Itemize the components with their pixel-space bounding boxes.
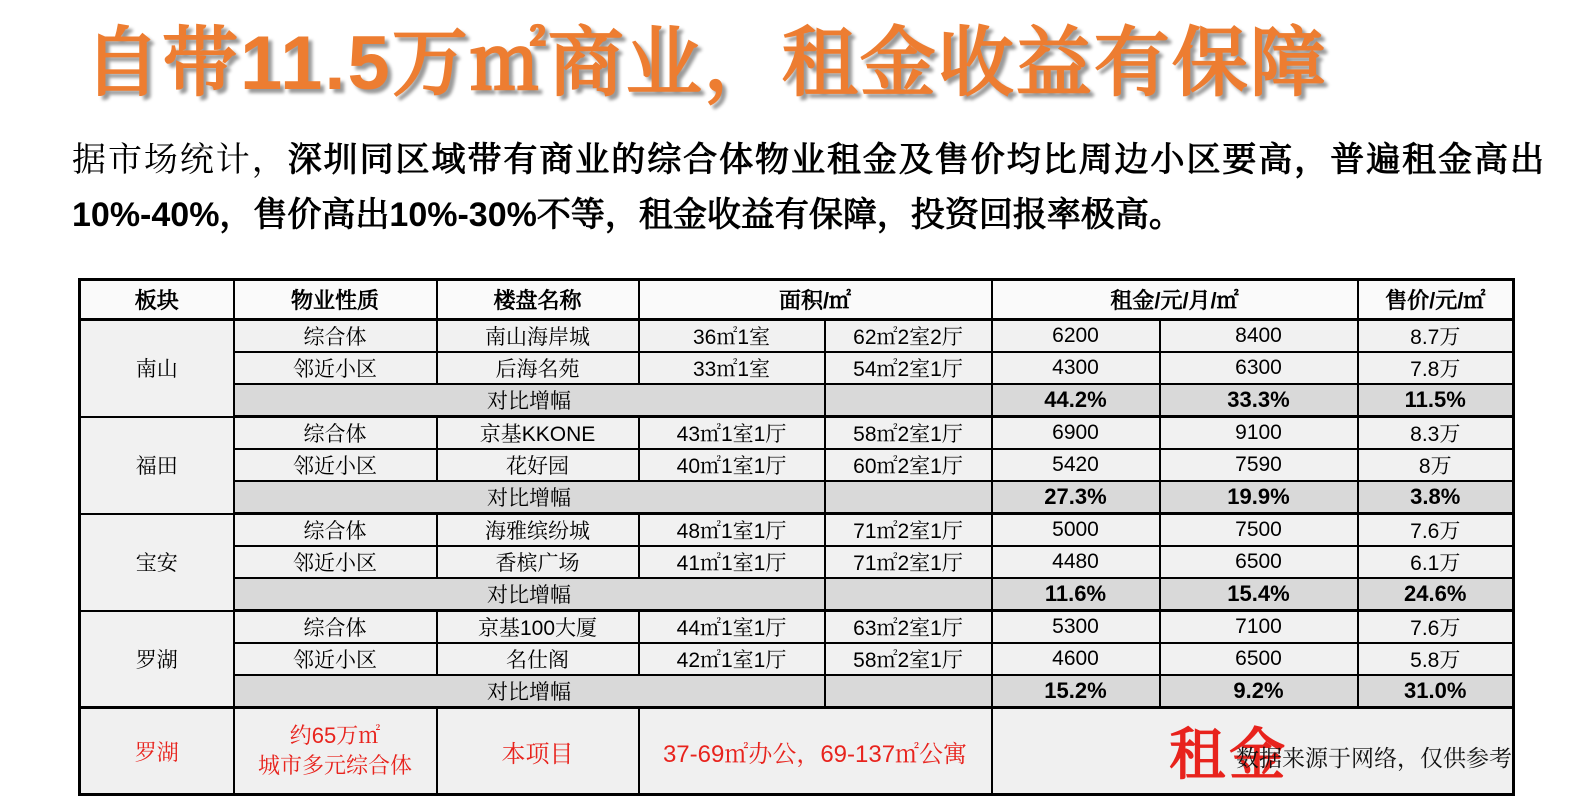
col-header-area: 面积/㎡: [639, 280, 992, 320]
property-type-cell: 邻近小区: [234, 643, 437, 675]
price-cell: 5.8万: [1358, 643, 1514, 675]
area-small-cell: 42㎡1室1厅: [639, 643, 825, 675]
rent-small-cell: 5000: [992, 514, 1160, 547]
property-type-cell: 综合体: [234, 611, 437, 644]
rent-small-cell: 4300: [992, 352, 1160, 384]
table-row-futian-complex: [80, 417, 1514, 450]
rent-large-cell: 7590: [1160, 449, 1358, 481]
area-large-cell: 62㎡2室2厅: [825, 320, 992, 353]
delta-label-cell: 对比增幅: [234, 578, 825, 611]
delta-label-cell: 对比增幅: [234, 675, 825, 708]
district-cell: 南山: [80, 320, 234, 417]
delta-rent-small-cell: 15.2%: [992, 675, 1160, 708]
area-small-cell: 43㎡1室1厅: [639, 417, 825, 450]
project-type-line1: 约65万㎡: [289, 723, 381, 749]
building-name-cell: 京基KKONE: [437, 417, 639, 450]
building-name-cell: 后海名苑: [437, 352, 639, 384]
delta-rent-large-cell: 33.3%: [1160, 384, 1358, 417]
area-large-cell: 58㎡2室1厅: [825, 643, 992, 675]
rent-large-cell: 8400: [1160, 320, 1358, 353]
table-row-nanshan-delta: [80, 384, 1514, 417]
delta-label-cell: 对比增幅: [234, 384, 825, 417]
building-name-cell: 京基100大厦: [437, 611, 639, 644]
delta-rent-small-cell: 27.3%: [992, 481, 1160, 514]
project-area-cell: 37-69㎡办公，69-137㎡公寓: [639, 708, 992, 795]
delta-label-cell: 对比增幅: [234, 481, 825, 514]
delta-empty-cell: [825, 481, 992, 514]
delta-rent-large-cell: 15.4%: [1160, 578, 1358, 611]
col-header-building-name: 楼盘名称: [437, 280, 639, 320]
price-cell: 7.8万: [1358, 352, 1514, 384]
table-row-nanshan-nearby: [80, 352, 1514, 384]
project-district-cell: 罗湖: [80, 708, 234, 795]
district-cell: 罗湖: [80, 611, 234, 708]
property-type-cell: 邻近小区: [234, 546, 437, 578]
col-header-property-type: 物业性质: [234, 280, 437, 320]
price-cell: 8万: [1358, 449, 1514, 481]
price-cell: 7.6万: [1358, 514, 1514, 547]
area-small-cell: 41㎡1室1厅: [639, 546, 825, 578]
table-row-baoan-complex: [80, 514, 1514, 547]
property-type-cell: 综合体: [234, 514, 437, 547]
delta-price-cell: 11.5%: [1358, 384, 1514, 417]
area-large-cell: 63㎡2室1厅: [825, 611, 992, 644]
rent-large-cell: 7500: [1160, 514, 1358, 547]
building-name-cell: 海雅缤纷城: [437, 514, 639, 547]
rent-large-cell: 7100: [1160, 611, 1358, 644]
delta-rent-small-cell: 44.2%: [992, 384, 1160, 417]
price-cell: 6.1万: [1358, 546, 1514, 578]
project-name-cell: 本项目: [437, 708, 639, 795]
table-row-baoan-delta: [80, 578, 1514, 611]
rent-large-cell: 6500: [1160, 643, 1358, 675]
area-large-cell: 71㎡2室1厅: [825, 514, 992, 547]
area-large-cell: 58㎡2室1厅: [825, 417, 992, 450]
rent-up-label: 租金: [1169, 723, 1290, 786]
delta-empty-cell: [825, 384, 992, 417]
intro-bold-text: 深圳同区域带有商业的综合体物业租金及售价均比周边小区要高，普遍租金高出10%-40%，售价高出10%-30%不等，租金收益有保障，投资回报率极高。: [72, 141, 1545, 235]
delta-rent-small-cell: 11.6%: [992, 578, 1160, 611]
property-type-cell: 综合体: [234, 320, 437, 353]
rent-small-cell: 4600: [992, 643, 1160, 675]
rent-small-cell: 5300: [992, 611, 1160, 644]
area-large-cell: 71㎡2室1厅: [825, 546, 992, 578]
table-row-futian-nearby: [80, 449, 1514, 481]
area-small-cell: 48㎡1室1厅: [639, 514, 825, 547]
col-header-district: 板块: [80, 280, 234, 320]
table-header-row: [80, 280, 1514, 320]
rent-small-cell: 4480: [992, 546, 1160, 578]
district-cell: 宝安: [80, 514, 234, 611]
comparison-table: [78, 278, 1515, 796]
property-type-cell: 邻近小区: [234, 449, 437, 481]
delta-empty-cell: [825, 578, 992, 611]
area-small-cell: 40㎡1室1厅: [639, 449, 825, 481]
delta-price-cell: 24.6%: [1358, 578, 1514, 611]
rent-small-cell: 5420: [992, 449, 1160, 481]
intro-prefix: 据市场统计，: [72, 141, 288, 179]
area-small-cell: 44㎡1室1厅: [639, 611, 825, 644]
table-row-luohu-delta: [80, 675, 1514, 708]
building-name-cell: 香槟广场: [437, 546, 639, 578]
rent-large-cell: 6500: [1160, 546, 1358, 578]
area-small-cell: 36㎡1室: [639, 320, 825, 353]
table-row-baoan-nearby: [80, 546, 1514, 578]
rent-large-cell: 9100: [1160, 417, 1358, 450]
delta-rent-large-cell: 9.2%: [1160, 675, 1358, 708]
table-row-luohu-complex: [80, 611, 1514, 644]
property-type-cell: 邻近小区: [234, 352, 437, 384]
area-large-cell: 60㎡2室1厅: [825, 449, 992, 481]
delta-price-cell: 3.8%: [1358, 481, 1514, 514]
property-type-cell: 综合体: [234, 417, 437, 450]
rent-small-cell: 6200: [992, 320, 1160, 353]
district-cell: 福田: [80, 417, 234, 514]
data-source-footnote: 数据来源于网络，仅供参考: [1236, 745, 1512, 771]
table-row-nanshan-complex: [80, 320, 1514, 353]
building-name-cell: 名仕阁: [437, 643, 639, 675]
table-row-futian-delta: [80, 481, 1514, 514]
col-header-rent: 租金/元/月/㎡: [992, 280, 1358, 320]
intro-paragraph: [72, 133, 1544, 243]
table-row-luohu-nearby: [80, 643, 1514, 675]
price-cell: 7.6万: [1358, 611, 1514, 644]
page-title: 自带11.5万㎡商业，租金收益有保障: [84, 21, 1328, 106]
rent-large-cell: 6300: [1160, 352, 1358, 384]
building-name-cell: 南山海岸城: [437, 320, 639, 353]
delta-rent-large-cell: 19.9%: [1160, 481, 1358, 514]
price-cell: 8.3万: [1358, 417, 1514, 450]
delta-price-cell: 31.0%: [1358, 675, 1514, 708]
building-name-cell: 花好园: [437, 449, 639, 481]
price-cell: 8.7万: [1358, 320, 1514, 353]
col-header-price: 售价/元/㎡: [1358, 280, 1514, 320]
project-type-line2: 城市多元综合体: [257, 753, 412, 778]
delta-empty-cell: [825, 675, 992, 708]
area-large-cell: 54㎡2室1厅: [825, 352, 992, 384]
rent-small-cell: 6900: [992, 417, 1160, 450]
area-small-cell: 33㎡1室: [639, 352, 825, 384]
